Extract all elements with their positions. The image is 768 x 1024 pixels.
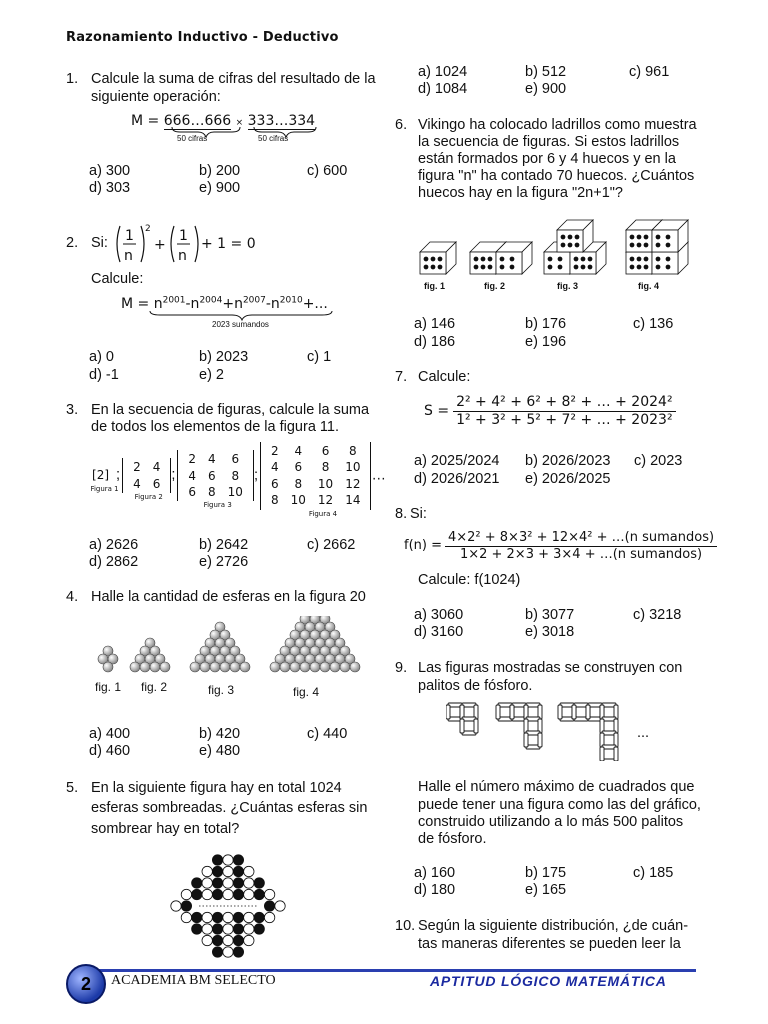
option-d[interactable]: d) -1: [89, 367, 119, 383]
question-text: Calcule: f(1024): [418, 572, 521, 588]
hole: [510, 265, 514, 269]
question-text: En la siguiente figura hay en total 1024: [91, 780, 342, 796]
hole: [424, 257, 428, 261]
caption: fig. 3: [557, 281, 579, 291]
diamond-spheres-figure: [168, 852, 288, 966]
option-b[interactable]: b) 3077: [525, 607, 575, 623]
annotation: 50 cifras: [258, 134, 289, 143]
brick-front: [652, 230, 678, 252]
brick-front: [470, 252, 496, 274]
matrix-4: 2 4 6 8 4 6 8 10 6 8 10 12 8 10 12 14: [260, 442, 371, 510]
hole: [644, 235, 648, 239]
option-d[interactable]: d) 460: [89, 743, 131, 759]
sphere: [192, 878, 202, 888]
question-text: huecos hay en la figura "2n+1"?: [418, 185, 623, 201]
option-a[interactable]: a) 2626: [89, 537, 139, 553]
sphere: [310, 662, 320, 672]
sphere: [220, 662, 230, 672]
sphere: [181, 912, 191, 922]
bricks-figure: [416, 212, 696, 278]
hole: [438, 265, 442, 269]
sphere: [244, 935, 254, 945]
hole: [630, 235, 634, 239]
figure-4: 2 4 6 8 4 6 8 10 6 8 10 12 8 10 12 14… Figura 4: [260, 442, 386, 518]
hole: [666, 265, 670, 269]
sphere: [140, 662, 150, 672]
sphere: [280, 662, 290, 672]
hole: [558, 257, 562, 261]
option-b[interactable]: b) 420: [199, 726, 241, 742]
matchstick: [474, 719, 478, 733]
sphere: [264, 901, 274, 911]
svg-text:n: n: [178, 248, 187, 264]
brick-front: [496, 252, 522, 274]
sphere: [212, 878, 222, 888]
option-c[interactable]: c) 136: [633, 316, 674, 332]
matchstick: [600, 747, 604, 761]
hole: [431, 257, 435, 261]
question-text: palitos de fósforo.: [418, 678, 533, 694]
sphere: [290, 662, 300, 672]
question-text: tas maneras diferentes se pueden leer la: [418, 936, 681, 952]
option-a[interactable]: a) 1024: [418, 64, 468, 80]
option-e[interactable]: e) 480: [199, 743, 241, 759]
hole: [500, 257, 504, 261]
matrix-sequence: [89, 444, 386, 516]
sphere: [270, 662, 280, 672]
sphere: [190, 662, 200, 672]
hole: [630, 243, 634, 247]
matchstick: [446, 705, 450, 719]
sphere: [233, 935, 243, 945]
svg-text:2: 2: [145, 224, 151, 234]
caption: fig. 4: [638, 281, 660, 291]
sphere: [223, 935, 233, 945]
brick-front: [626, 230, 652, 252]
brick-front: [544, 252, 570, 274]
hole: [644, 265, 648, 269]
svg-text:1: 1: [179, 228, 188, 244]
option-c[interactable]: c) 961: [629, 64, 670, 80]
figure-2: 2 4 4 6; Figura 2: [122, 458, 175, 501]
sphere: [171, 901, 181, 911]
hole: [510, 257, 514, 261]
matchstick: [558, 705, 562, 719]
sphere: [244, 866, 254, 876]
caption: fig. 2: [141, 680, 168, 694]
question-text: Según la siguiente distribución, ¿de cuán-: [418, 918, 689, 934]
question-text: siguiente operación:: [91, 89, 221, 105]
sphere: [264, 912, 274, 922]
ellipsis: ...: [637, 725, 650, 741]
sphere: [210, 662, 220, 672]
sphere: [244, 924, 254, 934]
brick-front: [652, 252, 678, 274]
option-b[interactable]: b) 2023: [199, 349, 249, 365]
question-text: Las figuras mostradas se construyen con: [418, 660, 683, 676]
annotation: 50 cifras: [177, 134, 208, 143]
hole: [588, 257, 592, 261]
option-e[interactable]: e) 165: [525, 882, 567, 898]
option-e[interactable]: e) 196: [525, 334, 567, 350]
hole: [431, 265, 435, 269]
sphere: [223, 924, 233, 934]
option-a[interactable]: a) 300: [89, 163, 131, 179]
hole: [666, 257, 670, 261]
option-b[interactable]: b) 512: [525, 64, 567, 80]
equation-tail: + 1 = 0: [201, 236, 256, 252]
option-c[interactable]: c) 2023: [634, 453, 683, 469]
sphere: [212, 912, 222, 922]
matchstick: [614, 747, 618, 761]
question-text: Halle la cantidad de esferas en la figura 20: [91, 589, 366, 605]
option-a[interactable]: a) 400: [89, 726, 131, 742]
sphere: [320, 662, 330, 672]
sphere: [254, 912, 264, 922]
sphere: [192, 912, 202, 922]
hole: [630, 265, 634, 269]
option-c[interactable]: c) 440: [307, 726, 348, 742]
sphere: [244, 878, 254, 888]
question-text: puede tener una figura como las del gráfico,: [418, 797, 701, 813]
option-c[interactable]: c) 185: [633, 865, 674, 881]
caption: fig. 1: [95, 680, 122, 694]
footer-subject: APTITUD LÓGICO MATEMÁTICA: [430, 973, 667, 989]
hole: [637, 243, 641, 247]
sphere: [223, 912, 233, 922]
hole: [474, 257, 478, 261]
matchstick: [572, 705, 576, 719]
sphere: [230, 662, 240, 672]
formula: S = $\frac{\text{2² + 4² + 6² + 8² + … + 2024²}}{\text{1² + 3² + 5² + 7² + … + 2023²}}$: [424, 394, 676, 429]
option-e[interactable]: e) 2: [199, 367, 224, 383]
sphere: [264, 889, 274, 899]
option-e[interactable]: e) 900: [525, 81, 567, 97]
sphere: [103, 662, 113, 672]
question-text: Halle el número máximo de cuadrados que: [418, 779, 695, 795]
option-c[interactable]: c) 1: [307, 349, 332, 365]
label-calcule: Calcule:: [91, 271, 144, 287]
question-number: 2.: [66, 235, 79, 251]
sphere: [254, 889, 264, 899]
hole: [474, 265, 478, 269]
matchstick: [586, 705, 590, 719]
sphere: [223, 947, 233, 957]
hole: [500, 265, 504, 269]
sphere: [233, 889, 243, 899]
question-text: de todos los elementos de la figura 11.: [91, 419, 340, 435]
svg-text:+: +: [154, 237, 166, 253]
sphere: [212, 935, 222, 945]
option-d[interactable]: d) 2862: [89, 554, 139, 570]
brick-front: [420, 252, 446, 274]
matchstick: [460, 719, 464, 733]
option-b[interactable]: b) 2026/2023: [525, 453, 611, 469]
question-number: 8.: [395, 506, 408, 522]
hole: [568, 243, 572, 247]
question-number: 10.: [395, 918, 416, 934]
sphere: [233, 878, 243, 888]
question-text: sombrear hay en total?: [91, 821, 240, 837]
option-e[interactable]: e) 900: [199, 180, 241, 196]
option-c[interactable]: c) 600: [307, 163, 348, 179]
hole: [637, 257, 641, 261]
question-text: Calcule la suma de cifras del resultado de la: [91, 71, 376, 87]
sphere: [240, 662, 250, 672]
hole: [558, 265, 562, 269]
option-e[interactable]: e) 3018: [525, 624, 575, 640]
label-si: Si:: [91, 235, 108, 251]
hole: [656, 235, 660, 239]
sphere: [200, 662, 210, 672]
hole: [575, 243, 579, 247]
hole: [575, 235, 579, 239]
brick-front: [626, 252, 652, 274]
question-number: 7.: [395, 369, 408, 385]
question-number: 9.: [395, 660, 408, 676]
option-d[interactable]: d) 180: [414, 882, 456, 898]
question-number: 4.: [66, 589, 79, 605]
brick-front: [570, 252, 596, 274]
sphere: [244, 889, 254, 899]
hole: [574, 265, 578, 269]
hole: [481, 265, 485, 269]
annotation: 2023 sumandos: [212, 320, 269, 329]
option-c[interactable]: c) 3218: [633, 607, 682, 623]
hole: [574, 257, 578, 261]
hole: [424, 265, 428, 269]
question-text: están formados por 6 y 4 huecos y en la: [418, 151, 676, 167]
sphere: [130, 662, 140, 672]
question-text: de fósforo.: [418, 831, 487, 847]
spheres-figure: [90, 616, 370, 676]
option-e[interactable]: e) 2726: [199, 554, 249, 570]
caption: fig. 1: [424, 281, 446, 291]
hole: [637, 265, 641, 269]
sphere: [233, 866, 243, 876]
hole: [644, 243, 648, 247]
sphere: [212, 924, 222, 934]
sphere: [192, 924, 202, 934]
svg-text:1: 1: [125, 228, 134, 244]
question-text: figura "n" ha contado 70 huecos. ¿Cuántos: [418, 168, 695, 184]
question-text: Calcule:: [418, 369, 471, 385]
sphere: [160, 662, 170, 672]
hole: [581, 265, 585, 269]
question-text: Si:: [410, 506, 427, 522]
sphere: [212, 889, 222, 899]
hole: [588, 265, 592, 269]
page-number-badge: 2: [66, 964, 106, 1004]
sphere: [202, 924, 212, 934]
hole: [561, 235, 565, 239]
caption: fig. 2: [484, 281, 506, 291]
option-a[interactable]: a) 146: [414, 316, 456, 332]
sphere: [244, 912, 254, 922]
sphere: [202, 866, 212, 876]
sphere: [202, 912, 212, 922]
hole: [481, 257, 485, 261]
option-b[interactable]: b) 176: [525, 316, 567, 332]
option-d[interactable]: d) 303: [89, 180, 131, 196]
hole: [548, 257, 552, 261]
question-number: 3.: [66, 402, 79, 418]
matchstick: [524, 733, 528, 747]
option-d[interactable]: d) 3160: [414, 624, 464, 640]
sphere: [212, 866, 222, 876]
figure-1: [2] ; Figura 1: [90, 467, 121, 493]
hole: [488, 265, 492, 269]
sphere: [202, 878, 212, 888]
sphere: [330, 662, 340, 672]
sphere: [212, 947, 222, 957]
sphere: [150, 662, 160, 672]
hole: [666, 235, 670, 239]
hole: [630, 257, 634, 261]
option-d[interactable]: d) 2026/2021: [414, 471, 500, 487]
sphere: [192, 889, 202, 899]
hole: [637, 235, 641, 239]
figure-3: 2 4 6 4 6 8 6 8 10; Figura 3: [177, 450, 258, 510]
matchsticks-figure: [446, 701, 636, 761]
matchstick: [496, 705, 500, 719]
hole: [644, 257, 648, 261]
option-a[interactable]: a) 2025/2024: [414, 453, 500, 469]
option-e[interactable]: e) 2026/2025: [525, 471, 611, 487]
question-text: Vikingo ha colocado ladrillos como muestra: [418, 117, 697, 133]
question-number: 5.: [66, 780, 79, 796]
option-a[interactable]: a) 160: [414, 865, 456, 881]
hole: [656, 257, 660, 261]
matrix-3: 2 4 6 4 6 8 6 8 10: [177, 450, 254, 501]
formula: f(n) = $\frac{\text{4×2² + 8×3² + 12×4² + …(n sumandos)}}{\text{1×2 + 2×3 + 3×4 + …(n sumandos)}}$: [404, 530, 717, 562]
sphere: [181, 901, 191, 911]
sphere: [223, 878, 233, 888]
question-text: esferas sombreadas. ¿Cuántas esferas sin: [91, 800, 368, 816]
hole: [656, 265, 660, 269]
option-b[interactable]: b) 2642: [199, 537, 249, 553]
question-text: construido utilizando a lo más 500 palitos: [418, 814, 684, 830]
sphere: [233, 947, 243, 957]
hole: [581, 257, 585, 261]
option-a[interactable]: a) 3060: [414, 607, 464, 623]
hole: [548, 265, 552, 269]
option-d[interactable]: d) 186: [414, 334, 456, 350]
sphere: [350, 662, 360, 672]
sphere: [223, 889, 233, 899]
hole: [568, 235, 572, 239]
sphere: [202, 889, 212, 899]
sphere: [202, 935, 212, 945]
matrix-2: 2 4 4 6: [122, 458, 171, 493]
hole: [438, 257, 442, 261]
sphere: [233, 912, 243, 922]
sphere: [254, 924, 264, 934]
brick-front: [557, 230, 583, 252]
sphere: [340, 662, 350, 672]
sphere: [223, 866, 233, 876]
sphere: [223, 855, 233, 865]
option-b[interactable]: b) 175: [525, 865, 567, 881]
sphere: [212, 855, 222, 865]
option-d[interactable]: d) 1084: [418, 81, 468, 97]
footer-rule: [90, 969, 696, 972]
question-number: 6.: [395, 117, 408, 133]
sphere: [300, 662, 310, 672]
sphere: [275, 901, 285, 911]
caption: fig. 4: [293, 685, 320, 699]
sphere: [233, 924, 243, 934]
matchstick: [510, 705, 514, 719]
formula: $M = n^{2001}-n^{2004}+n^{2007}-n^{2010}+$...: [121, 295, 328, 312]
svg-text:n: n: [124, 248, 133, 264]
option-c[interactable]: c) 2662: [307, 537, 356, 553]
option-b[interactable]: b) 200: [199, 163, 241, 179]
formula: M = 666…666 × 333…334: [131, 113, 316, 129]
option-a[interactable]: a) 0: [89, 349, 114, 365]
hole: [488, 257, 492, 261]
hole: [666, 243, 670, 247]
caption: fig. 3: [208, 683, 235, 697]
question-number: 1.: [66, 71, 79, 87]
question-text: En la secuencia de figuras, calcule la suma: [91, 402, 370, 418]
question-text: la secuencia de figuras. Si estos ladrillos: [418, 134, 680, 150]
footer-academy: ACADEMIA BM SELECTO: [111, 973, 276, 988]
hole: [561, 243, 565, 247]
matchstick: [538, 733, 542, 747]
hole: [656, 243, 660, 247]
sphere: [233, 855, 243, 865]
sphere: [254, 878, 264, 888]
page-header: Razonamiento Inductivo - Deductivo: [66, 30, 339, 45]
sphere: [181, 889, 191, 899]
